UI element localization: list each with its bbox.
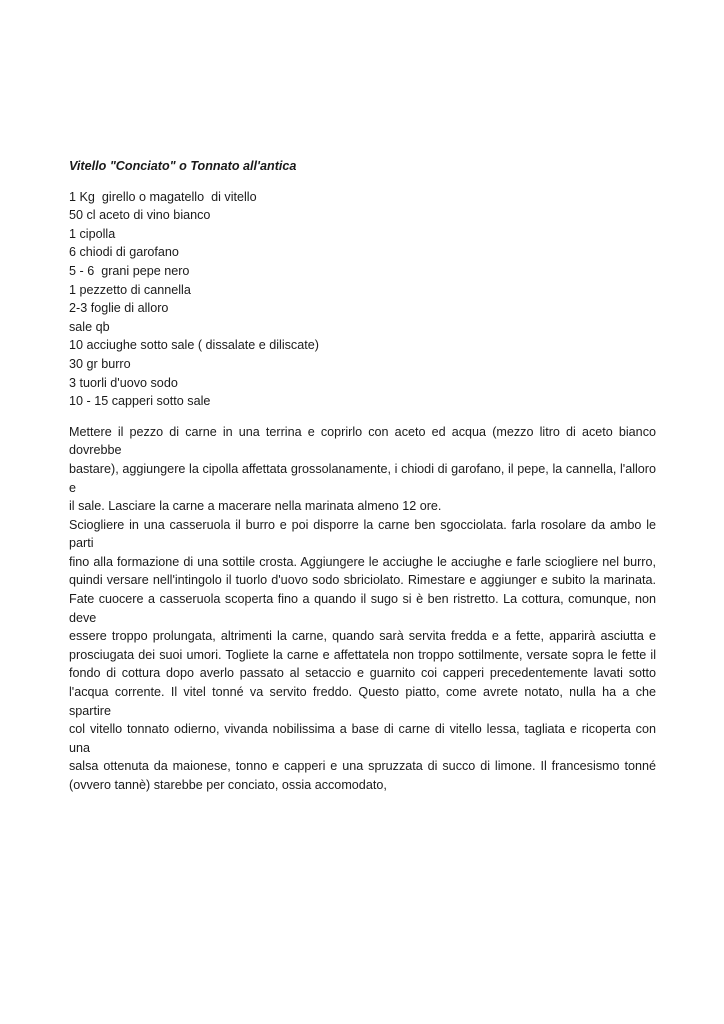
ingredient-item: 1 cipolla [69,226,116,241]
ingredient-item: 5 - 6 grani pepe nero [69,263,190,278]
paragraph-line: l'acqua corrente. Il vitel tonné va servito freddo. Questo piatto, come avrete notato, nulla ha a che spartire [69,685,656,718]
paragraph-line: essere troppo prolungata, altrimenti la carne, quando sarà servita fredda e a fette, apparirà asciutta e [69,629,656,644]
ingredient-item: 6 chiodi di garofano [69,245,179,260]
paragraph-line: fino alla formazione di una sottile crosta. Aggiungere le acciughe le acciughe e farle sciogliere nel burro, [69,554,656,569]
paragraph-line: Mettere il pezzo di carne in una terrina e coprirlo con aceto ed acqua (mezzo litro di aceto bianco dovrebbe [69,424,656,458]
ingredient-item: 10 - 15 capperi sotto sale [69,394,211,409]
paragraph-line: fondo di cottura dopo averlo passato al setaccio e guarnito coi capperi precedentemente lavati sotto [69,666,656,681]
ingredient-item: 2-3 foglie di alloro [69,301,169,316]
paragraph-line: Fate cuocere a casseruola scoperta fino a quando il sugo si è ben ristretto. La cottura, comunque, non deve [69,592,656,625]
paragraph-line: bastare), aggiungere la cipolla affettata grossolanamente, i chiodi di garofano, il pepe, la cannella, l'alloro e [69,461,656,495]
ingredient-item: 1 Kg girello o magatello di vitello [69,189,257,204]
paragraph-line: Sciogliere in una casseruola il burro e poi disporre la carne ben sgocciolata. farla rosolare da ambo le parti [69,517,656,551]
paragraph-line: salsa ottenuta da maionese, tonno e capperi e una spruzzata di succo di limone. Il francesismo tonné [69,759,656,774]
ingredient-item: 1 pezzetto di cannella [69,282,191,297]
ingredient-item: 10 acciughe sotto sale ( dissalate e diliscate) [69,338,319,353]
recipe-title: Vitello "Conciato" o Tonnato all'antica [69,159,297,173]
ingredient-list [69,188,656,411]
ingredient-item: 30 gr burro [69,356,131,371]
paragraph-line: prosciugata dei suoi umori. Togliete la carne e affettatela non troppo sottilmente, versate sopra le fette il [69,647,656,662]
ingredient-item: sale qb [69,319,110,334]
instructions-paragraph [69,423,656,795]
paragraph-line: (ovvero tannè) starebbe per conciato, ossia accomodato, [69,778,387,792]
document-content [69,157,656,795]
paragraph-line: quindi versare nell'intingolo il tuorlo d'uovo sodo sbriciolato. Rimestare e aggiunger e subito la marinata. [69,573,656,588]
paragraph-line: il sale. Lasciare la carne a macerare nella marinata almeno 12 ore. [69,499,442,514]
paragraph-line: col vitello tonnato odierno, vivanda nobilissima a base di carne di vitello lessa, tagliata e ricoperta con una [69,722,656,755]
ingredient-item: 50 cl aceto di vino bianco [69,208,211,223]
ingredient-item: 3 tuorli d'uovo sodo [69,375,178,390]
